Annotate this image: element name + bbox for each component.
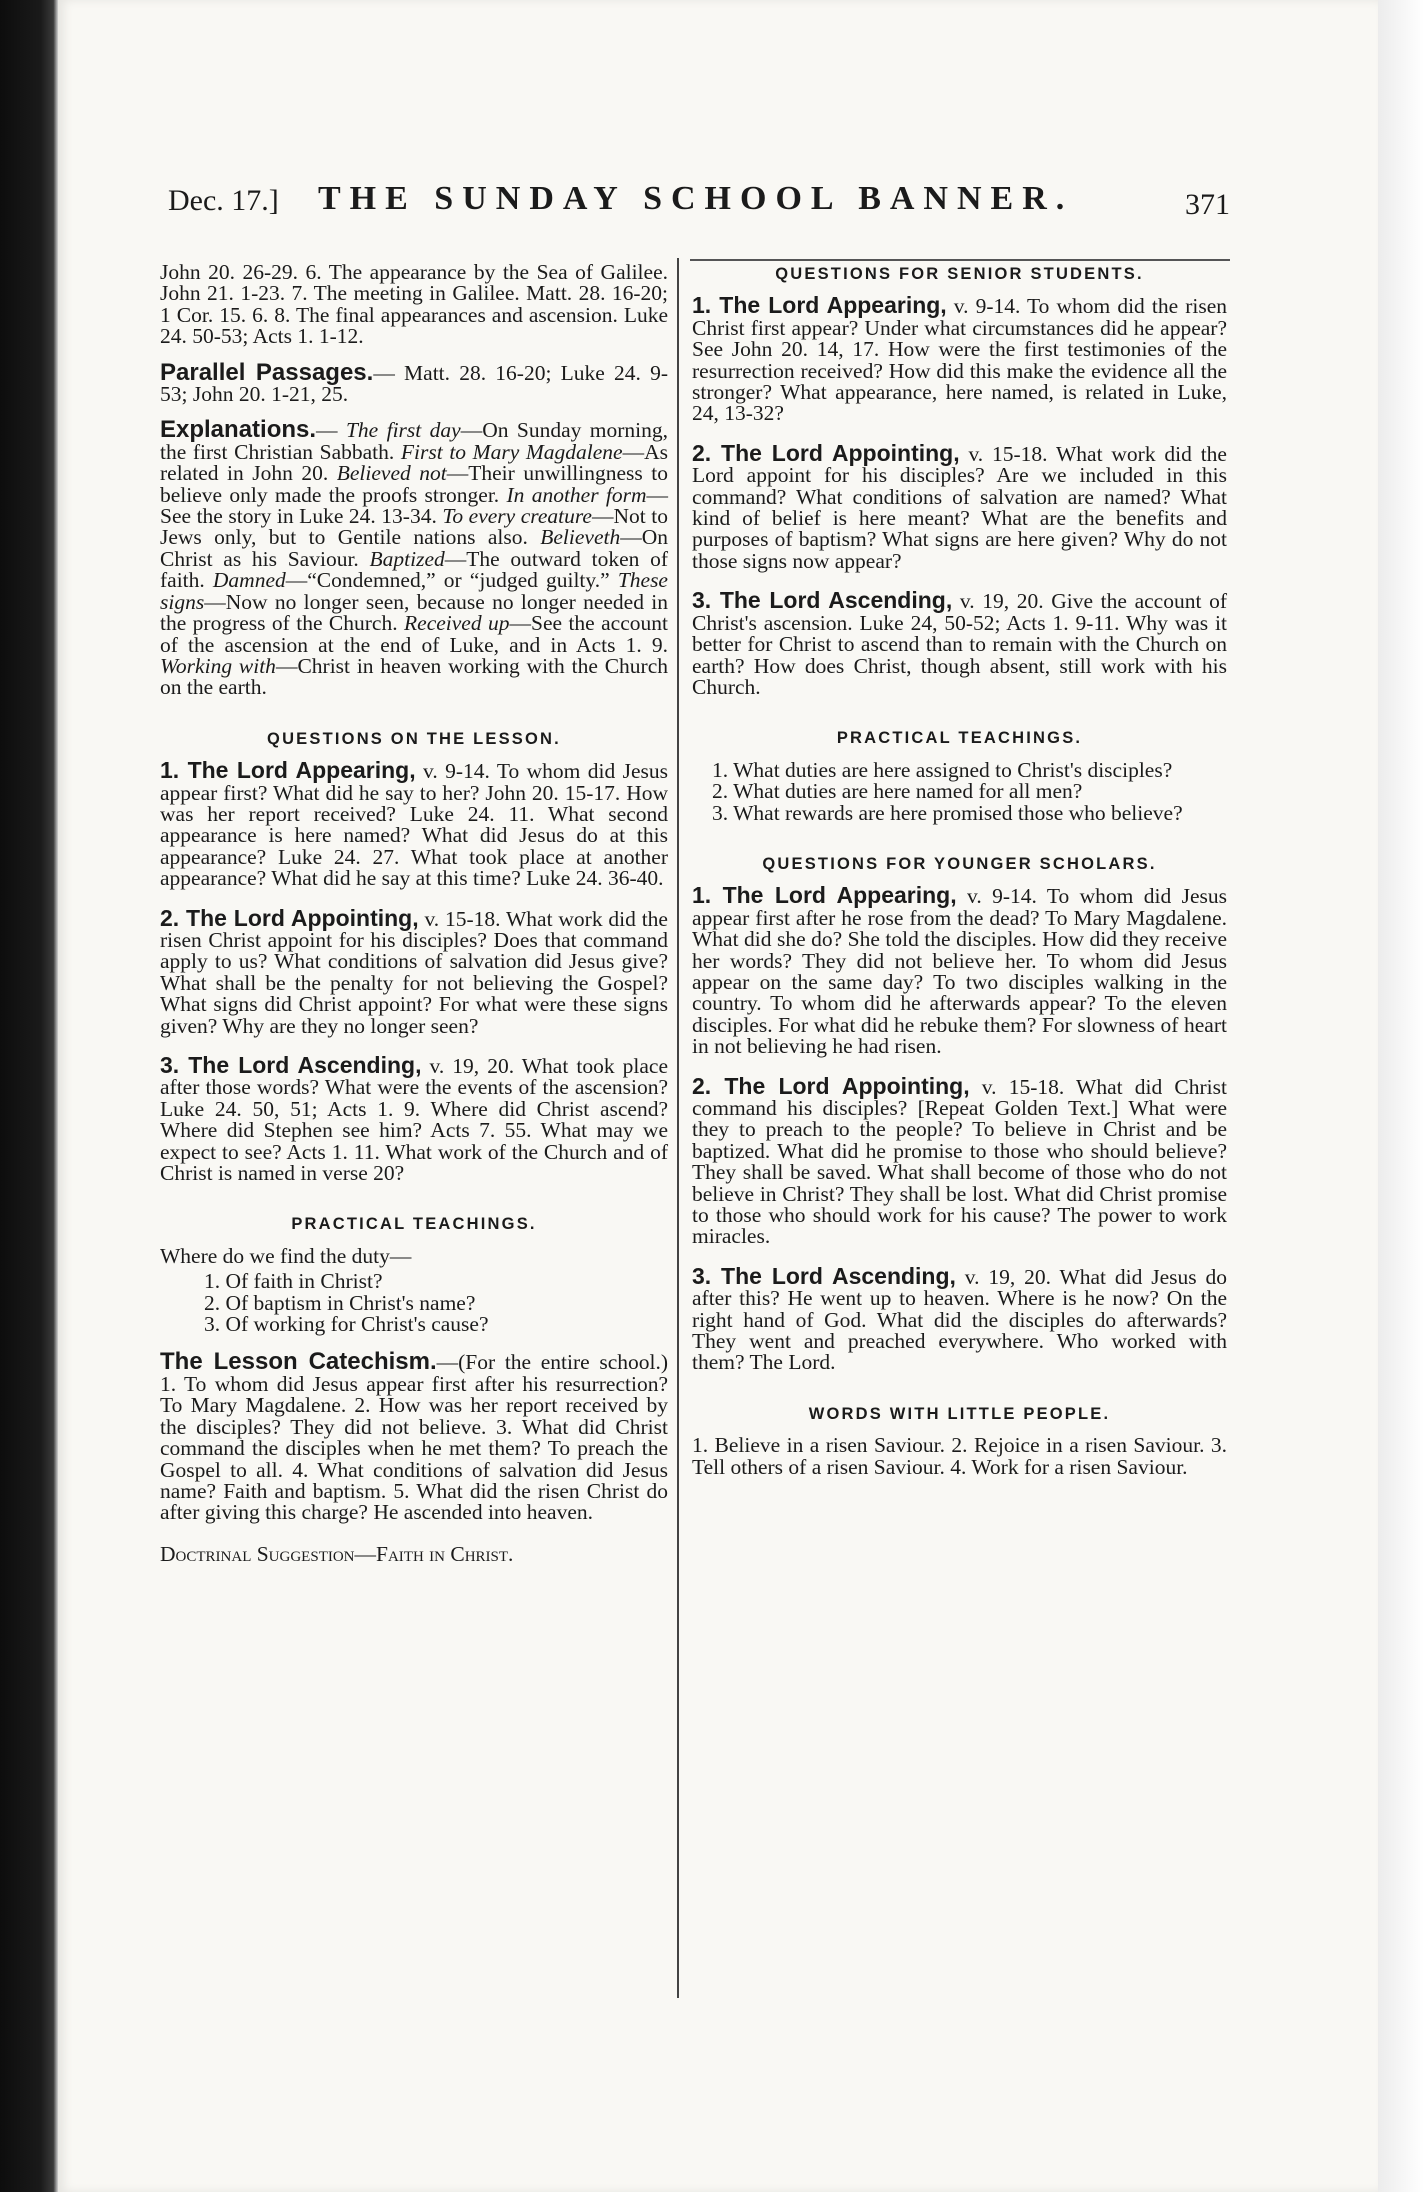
question-text: v. 15-18. What work did the Lord appoint for his disciples? Are we included in this command? What conditions of salvation are named? What kind of belief is here meant? What are the benefits and purposes of baptism? What signs are here given? Why do not those signs now appear? [692,441,1227,573]
practical-list-right [692,757,1227,825]
catechism-label: The Lesson Catechism. [160,1348,437,1376]
scan-right-edge [1378,0,1424,2192]
question-text: v. 19, 20. What did Jesus do after this? He went up to heaven. Where is he now? On the right hand of God. What did the disciples do afterwards? They went and preached everywhere. Who worked with them? The Lord. [692,1264,1227,1375]
question-text: v. 19, 20. What took place after those words? What were the events of the ascension? Luke 24. 50, 51; Acts 1. 9. Where did Christ ascend? Where did Stephen see him? Acts 7. 55. What may we expect to see? Acts 1. 11. What work of the Church and of Christ is named in verse 20? [160,1054,669,1186]
question-label: 1. The Lord Appearing, [160,757,416,784]
explanation-text: —Their unwillingness to believe only made the proofs stronger. [160,461,669,507]
practical-intro: Where do we find the duty— [160,1243,412,1268]
practical-item: 2. Of baptism in Christ's name? [204,1290,476,1315]
question-paragraph [692,587,1227,699]
question-text: v. 15-18. What work did the risen Christ appoint for his disciples? Does that command apply to us? What conditions of salvation did Jesus give? What shall be the penalty for not believing the Gospel? What signs did Christ appoint? For what were these signs given? Why are they no longer seen? [160,906,668,1038]
practical-item: 3. What rewards are here promised those who believe? [712,800,1183,825]
parallel-passages-label: Parallel Passages. [160,358,374,386]
practical-list-left [160,1271,668,1335]
doctrinal-suggestion: Doctrinal Suggestion—Faith in Christ. [160,1541,514,1566]
question-label: 3. The Lord Ascending, [692,1262,956,1289]
question-label: 3. The Lord Ascending, [160,1052,422,1078]
explanation-text: —On Christ as his Saviour. [160,525,668,571]
catechism-text: —(For the entire school.) 1. To whom did Jesus appear first after his resurrection? To Mary Magdalene. 2. How was her report received by the disciples? They did not believe. 3. What did Christ command the disciples when he met them? To preach the Gospel to all. 4. What conditions of salvation did Jesus name? Faith and baptism. 5. What did the risen Christ do after giving this charge? He ascended into heaven. [160,1350,669,1525]
explanation-term: Baptized [369,546,445,571]
practical-item: 1. What duties are here assigned to Christ's disciples? [712,757,1173,782]
senior-questions [692,292,1227,699]
explanation-text: —On Sunday morning, the first Christian Sabbath. [160,418,669,464]
intro-paragraph: John 20. 26-29. 6. The appearance by the Sea of Galilee. John 21. 1-23. 7. The meeting in Galilee. Matt. 28. 16-20; 1 Cor. 15. 6. 8. The final appearances and ascension. Luke 24. 50-53; Acts 1. 1-12. [160,260,668,349]
lesson-questions [160,757,669,1186]
question-label: 3. The Lord Ascending, [692,587,953,614]
explanations [160,416,669,700]
explanation-text: —See the account of the ascension at the end of Luke, and in Acts 1. 9. [160,611,668,657]
page-number: 371 [1185,188,1230,221]
column-divider [677,258,679,1998]
lesson-catechism [160,1348,669,1525]
question-paragraph [160,757,669,891]
scan-dark-edge [0,0,58,2192]
explanation-term: Damned [212,568,286,593]
right-column [692,262,1227,1492]
running-header [168,176,1230,236]
explanation-term: These signs [160,568,668,614]
younger-heading: QUESTIONS FOR YOUNGER SCHOLARS. [762,854,1157,873]
question-label: 2. The Lord Appointing, [160,904,419,931]
question-text: v. 19, 20. Give the account of Christ's ascension. Luke 24, 50-52; Acts 1. 9-11. Why was it better for Christ to ascend than to remain with the Church on earth? How does Christ, though absent, still work with his Church. [692,589,1227,699]
question-paragraph [692,1262,1227,1375]
question-label: 2. The Lord Appointing, [692,439,960,466]
explanation-text: —“Condemned,” or “judged guilty.” [285,568,618,593]
question-paragraph [692,439,1227,573]
explanation-text: —The outward token of faith. [160,546,668,593]
question-paragraph [692,1072,1227,1249]
question-text: v. 15-18. What did Christ command his disciples? [Repeat Golden Text.] What were they to preach to the people? To believe in Christ and be baptized. What did he promise to those who should believe? They shall be saved. What shall become of those who do not believe in Christ? They shall be lost. What did Christ promise to those who should work for his cause? The power to work miracles. [692,1074,1227,1249]
explanation-text: —Not to Jews only, but to Gentile nations also. [160,504,668,550]
left-column [160,262,668,1579]
question-paragraph [692,882,1228,1059]
question-text: v. 9-14. To whom did the risen Christ first appear? Under what circumstances did he appear? See John 20. 14, 17. How were the first testimonies of the resurrection received? How did this make the evidence all the stronger? What appearance, here named, is related in Luke, 24, 13-32? [692,294,1227,426]
explanation-text: —Now no longer seen, because no longer needed in the progress of the Church. [160,589,668,636]
question-paragraph [160,1052,669,1186]
explanations-text [160,418,668,699]
questions-heading: QUESTIONS ON THE LESSON. [267,729,561,748]
header-rule [690,259,1230,261]
question-paragraph [160,904,668,1038]
question-label: 2. The Lord Appointing, [692,1072,970,1099]
header-date: Dec. 17.] [168,184,279,217]
explanation-text: —As related in John 20. [160,439,669,486]
practical-item: 2. What duties are here named for all men? [712,779,1083,804]
explanation-text: — [316,418,346,443]
question-label: 1. The Lord Appearing, [692,292,947,319]
explanation-term: The first day [345,418,461,443]
question-text: v. 9-14. To whom did Jesus appear first after he rose from the dead? To Mary Magdalene. What did she do? She told the disciples. How did they receive her words? They did not believe her. To whom did Jesus appear on the same day? To two disciples walking in the country. To whom did he afterwards appear? To the eleven disciples. For what did he rebuke them? For slowness of heart in not believing he had risen. [692,884,1228,1059]
practical-heading-right: PRACTICAL TEACHINGS. [836,729,1083,748]
explanation-term: Believed not [336,461,447,486]
little-people-heading: WORDS WITH LITTLE PEOPLE. [808,1404,1111,1423]
practical-heading-left: PRACTICAL TEACHINGS. [291,1215,537,1234]
practical-item: 1. Of faith in Christ? [204,1269,383,1294]
explanation-term: Received up [404,611,510,636]
header-title: THE SUNDAY SCHOOL BANNER. [318,180,1074,217]
question-paragraph [692,292,1227,426]
practical-item: 3. Of working for Christ's cause? [204,1312,489,1337]
little-people-text: 1. Believe in a risen Saviour. 2. Rejoice in a risen Saviour. 3. Tell others of a risen Saviour. 4. Work for a risen Saviour. [692,1433,1227,1479]
explanation-term: In another form [506,482,647,507]
younger-questions [692,882,1228,1375]
explanation-term: To every creature [442,504,592,529]
explanation-term: Working with [160,653,276,678]
senior-heading: QUESTIONS FOR SENIOR STUDENTS. [775,265,1144,283]
explanation-text: —Christ in heaven working with the Church on the earth. [160,653,669,700]
explanation-term: Believeth [540,525,621,550]
explanation-text: —See the story in Luke 24. 13-34. [160,482,668,529]
question-label: 1. The Lord Appearing, [692,882,957,909]
parallel-passages-text: — Matt. 28. 16-20; Luke 24. 9-53; John 20. 1-21, 25. [160,360,669,407]
explanation-term: First to Mary Magdalene [400,439,623,464]
explanations-label: Explanations. [160,416,317,444]
question-text: v. 9-14. To whom did Jesus appear first? What did he say to her? John 20. 15-17. How was her report received? Luke 24. 11. What second appearance is here named? What did Jesus do at this appearance? Luke 24. 27. What took place at another appearance? What did he say at this time? Luke 24. 36-40. [160,759,669,891]
parallel-passages [160,358,669,407]
